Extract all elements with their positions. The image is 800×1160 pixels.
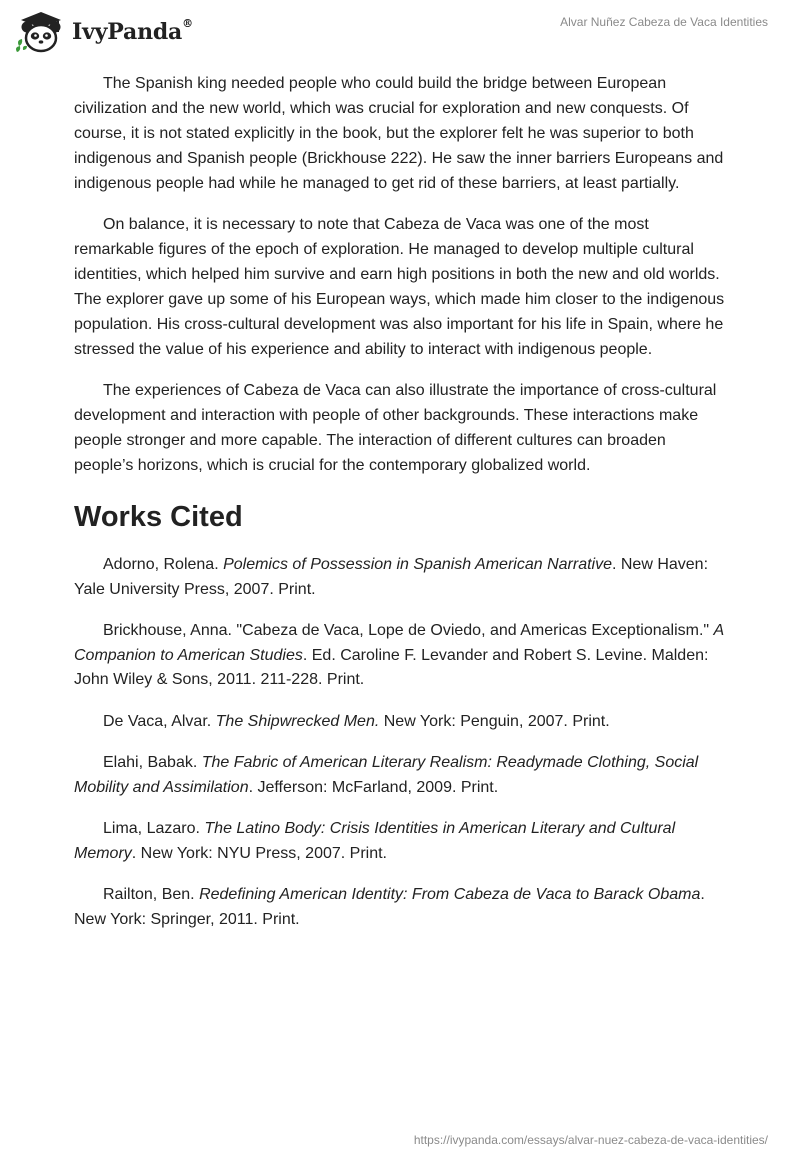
citation-entry: De Vaca, Alvar. The Shipwrecked Men. New York: Penguin, 2007. Print. — [103, 712, 610, 730]
body-paragraph: On balance, it is necessary to note that Cabeza de Vaca was one of the most remarkable figures of the epoch of exploration. He managed to develop multiple cultural identities, which helped him survive and earn high positions in both the new and old worlds. The explorer gave up some of his European ways, which made him closer to the indigenous population. His cross-cultural development was also important for his life in Spain, where he stressed the value of his experience and ability to interact with indigenous people. — [74, 216, 725, 358]
panda-graduate-icon — [14, 10, 68, 54]
source-url-link[interactable]: https://ivypanda.com/essays/alvar-nuez-cabeza-de-vaca-identities/ — [413, 1133, 768, 1147]
page-header — [0, 0, 800, 64]
brand-name: IvyPanda® — [72, 17, 193, 45]
body-paragraph: The experiences of Cabeza de Vaca can also illustrate the importance of cross-cultural development and interaction with people of other backgrounds. These interactions make people stronger and more capable. The interaction of different cultures can broaden people’s horizons, which is crucial for the contemporary globalized world. — [74, 382, 717, 474]
citation-entry: Elahi, Babak. The Fabric of American Literary Realism: Readymade Clothing, Social Mobility and Assimilation. Jefferson: McFarland, 2009. Print. — [74, 754, 699, 796]
works-cited-heading: Works Cited — [74, 501, 243, 533]
citation-entry: Brickhouse, Anna. "Cabeza de Vaca, Lope de Oviedo, and Americas Exceptionalism." A Companion to American Studies. Ed. Caroline F. Levander and Robert S. Levine. Malden: John Wiley & Sons, 2011. 211-228. Print. — [74, 622, 724, 688]
document-title: Alvar Nuñez Cabeza de Vaca Identities — [560, 15, 768, 29]
citation-entry: Lima, Lazaro. The Latino Body: Crisis Identities in American Literary and Cultural Memory. New York: NYU Press, 2007. Print. — [74, 820, 676, 862]
citation-entry: Railton, Ben. Redefining American Identity: From Cabeza de Vaca to Barack Obama. New York: Springer, 2011. Print. — [74, 886, 705, 928]
body-paragraph: The Spanish king needed people who could build the bridge between European civilization and the new world, which was crucial for exploration and new conquests. Of course, it is not stated explicitly in the book, but the explorer felt he was superior to both indigenous and Spanish people (Brickhouse 222). He saw the inner barriers Europeans and indigenous people had while he managed to get rid of these barriers, at least partially. — [74, 75, 724, 192]
citation-entry: Adorno, Rolena. Polemics of Possession in Spanish American Narrative. New Haven: Yale University Press, 2007. Print. — [74, 556, 709, 598]
ivypanda-logo[interactable] — [14, 10, 193, 54]
essay-content — [74, 71, 726, 949]
